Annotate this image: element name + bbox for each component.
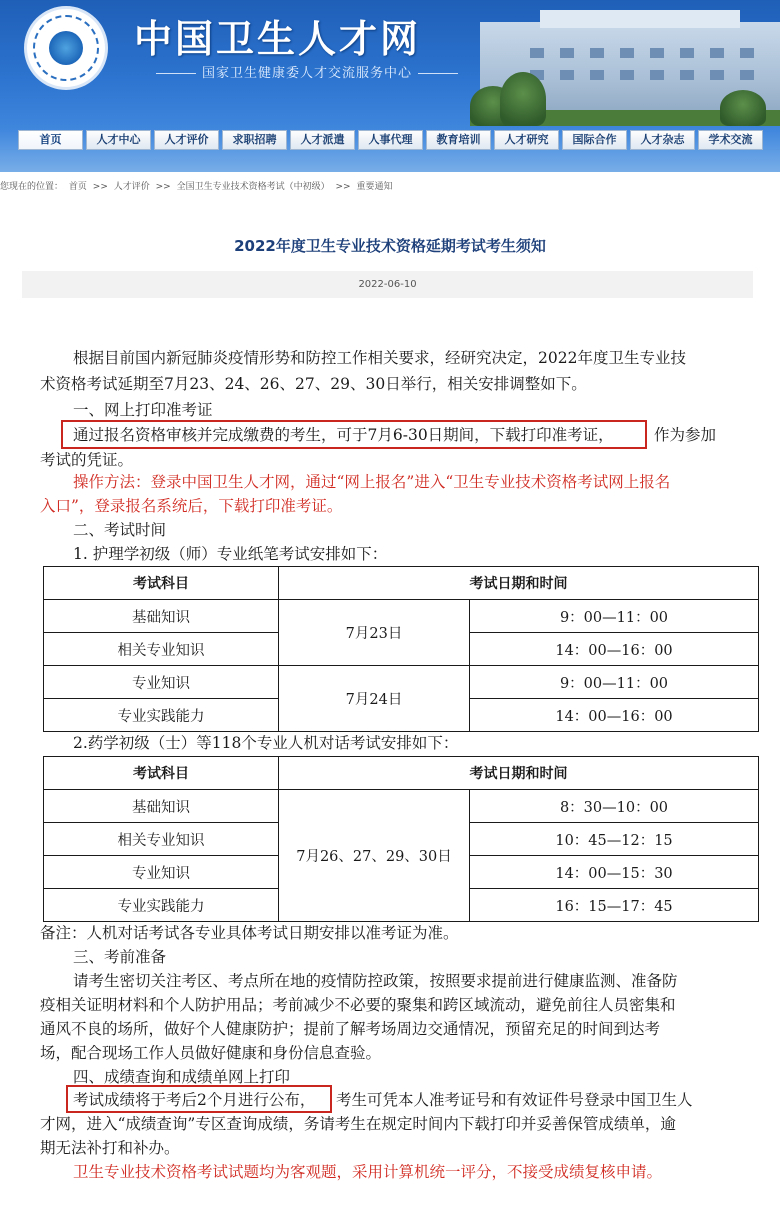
breadcrumb-notice[interactable]: 重要通知 [356, 182, 393, 192]
table-cell-subject: 相关专业知识 [44, 823, 279, 856]
section-1-heading: 一、网上打印准考证 [73, 401, 213, 419]
table-cell-date: 7月24日 [279, 666, 470, 732]
section-2-sub-2: 2.药学初级（士）等118个专业人机对话考试安排如下： [73, 734, 459, 752]
site-banner [0, 0, 780, 172]
article-date: 2022-06-10 [22, 271, 753, 298]
schedule-table-pharmacy [43, 756, 759, 922]
breadcrumb-talent-evaluation[interactable]: 人才评价 [113, 182, 150, 192]
table-cell-time: 16：15—17：45 [470, 889, 759, 922]
table-cell-subject: 专业实践能力 [44, 889, 279, 922]
nav-education-training[interactable]: 教育培训 [426, 130, 491, 150]
table-cell-time: 10：45—12：15 [470, 823, 759, 856]
section-3-heading: 三、考前准备 [73, 948, 167, 966]
nav-international[interactable]: 国际合作 [562, 130, 627, 150]
site-subtitle-text: 国家卫生健康委人才交流服务中心 [202, 66, 413, 81]
section-4-highlight: 考试成绩将于考后2个月进行公布， [73, 1091, 316, 1109]
site-title: 中国卫生人才网 [134, 17, 422, 61]
intro-line-1: 根据目前国内新冠肺炎疫情形势和防控工作相关要求，经研究决定，2022年度卫生专业技 [73, 349, 686, 367]
table-cell-time: 8：30—10：00 [470, 790, 759, 823]
intro-line-2: 术资格考试延期至7月23、24、26、27、29、30日举行，相关安排调整如下。 [40, 375, 587, 393]
article-title: 2022年度卫生专业技术资格延期考试考生须知 [234, 237, 546, 255]
section-3-line-4: 场，配合现场工作人员做好健康和身份信息查验。 [40, 1044, 382, 1062]
logo-emblem-icon [49, 31, 83, 65]
section-1-method-line-2: 入口”，登录报名系统后，下载打印准考证。 [40, 497, 343, 515]
table-header-subject: 考试科目 [44, 567, 279, 600]
section-4-line-3: 期无法补打和补办。 [40, 1139, 180, 1157]
section-3-line-3: 通风不良的场所，做好个人健康防护；提前了解考场周边交通情况，预留充足的时间到达考 [40, 1020, 661, 1038]
table-cell-time: 14：00—16：00 [470, 633, 759, 666]
nav-job-recruitment[interactable]: 求职招聘 [222, 130, 287, 150]
table-cell-time: 9：00—11：00 [470, 600, 759, 633]
table-cell-subject: 专业实践能力 [44, 699, 279, 732]
table-header-time: 考试日期和时间 [279, 567, 759, 600]
nav-academic-exchange[interactable]: 学术交流 [698, 130, 763, 150]
nav-talent-magazine[interactable]: 人才杂志 [630, 130, 695, 150]
table-cell-subject: 相关专业知识 [44, 633, 279, 666]
table-cell-time: 14：00—16：00 [470, 699, 759, 732]
section-1-line-2: 考试的凭证。 [40, 451, 134, 469]
table-cell-time: 9：00—11：00 [470, 666, 759, 699]
table-header-time: 考试日期和时间 [279, 757, 759, 790]
nav-talent-center[interactable]: 人才中心 [86, 130, 151, 150]
breadcrumb-separator: >> [92, 182, 108, 192]
breadcrumb-prefix: 您现在的位置： [0, 182, 64, 192]
nav-home[interactable]: 首页 [18, 130, 83, 150]
section-1-highlight: 通过报名资格审核并完成缴费的考生，可于7月6-30日期间，下载打印准考证， [73, 426, 614, 444]
table-cell-subject: 基础知识 [44, 600, 279, 633]
table-cell-subject: 专业知识 [44, 856, 279, 889]
breadcrumb-separator: >> [155, 182, 171, 192]
table-cell-date: 7月23日 [279, 600, 470, 666]
nav-talent-research[interactable]: 人才研究 [494, 130, 559, 150]
breadcrumb-home[interactable]: 首页 [68, 182, 87, 192]
section-3-line-1: 请考生密切关注考区、考点所在地的疫情防控政策，按照要求提前进行健康监测、准备防 [73, 972, 678, 990]
section-1-method-line-1: 操作方法：登录中国卫生人才网，通过“网上报名”进入“卫生专业技术资格考试网上报名 [73, 473, 671, 491]
breadcrumb [0, 179, 395, 192]
section-3-line-2: 疫相关证明材料和个人防护用品；考前减少不必要的聚集和跨区域流动，避免前往人员密集和 [40, 996, 676, 1014]
section-4-heading: 四、成绩查询和成绩单网上打印 [73, 1068, 291, 1086]
breadcrumb-separator: >> [335, 182, 351, 192]
section-4-rest: 考生可凭本人准考证号和有效证件号登录中国卫生人 [336, 1091, 693, 1109]
section-2-heading: 二、考试时间 [73, 521, 167, 539]
section-1-rest: 作为参加 [654, 426, 717, 444]
site-logo[interactable] [24, 6, 108, 90]
nav-talent-evaluation[interactable]: 人才评价 [154, 130, 219, 150]
table-cell-date: 7月26、27、29、30日 [279, 790, 470, 922]
schedule-table-nursing [43, 566, 759, 732]
table-note: 备注：人机对话考试各专业具体考试日期安排以准考证为准。 [40, 924, 459, 942]
table-cell-subject: 基础知识 [44, 790, 279, 823]
section-2-sub-1: 1. 护理学初级（师）专业纸笔考试安排如下： [73, 545, 388, 563]
banner-building-image [470, 8, 780, 126]
breadcrumb-exam[interactable]: 全国卫生专业技术资格考试（中初级） [176, 182, 330, 192]
main-nav [18, 130, 763, 150]
table-cell-subject: 专业知识 [44, 666, 279, 699]
table-cell-time: 14：00—15：30 [470, 856, 759, 889]
nav-personnel-agency[interactable]: 人事代理 [358, 130, 423, 150]
section-4-line-2: 才网，进入“成绩查询”专区查询成绩，务请考生在规定时间内下载打印并妥善保管成绩单，逾 [40, 1115, 676, 1133]
site-subtitle [150, 62, 464, 81]
nav-talent-dispatch[interactable]: 人才派遣 [290, 130, 355, 150]
section-4-red-note: 卫生专业技术资格考试试题均为客观题，采用计算机统一评分，不接受成绩复核申请。 [73, 1163, 663, 1181]
table-header-subject: 考试科目 [44, 757, 279, 790]
